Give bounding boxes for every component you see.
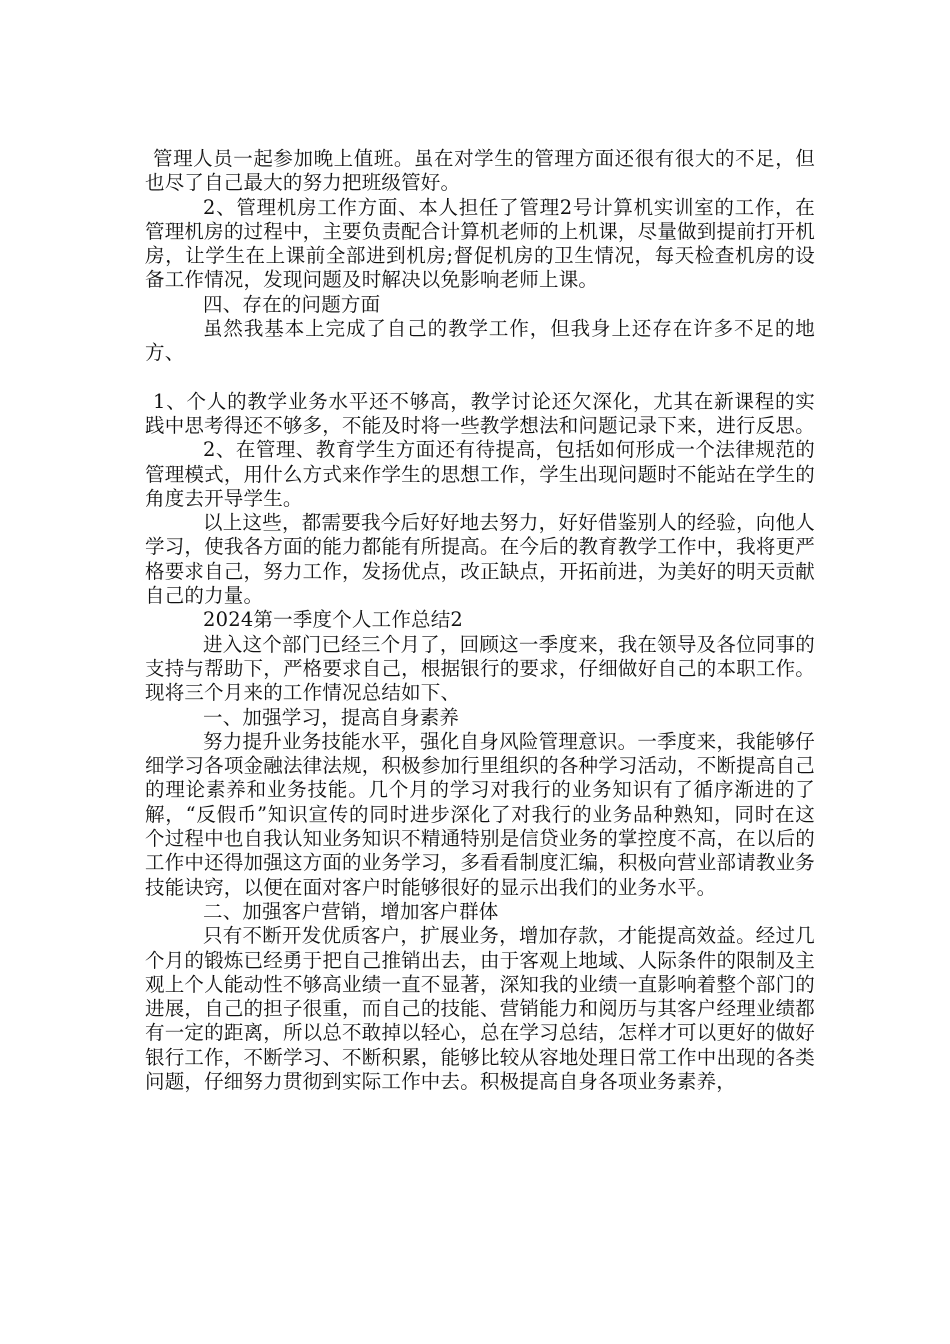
paragraph-5: 2、在管理、教育学生方面还有待提高，包括如何形成一个法律规范的管理模式，用什么方式来作学生的思想工作，学生出现问题时不能站在学生的角度去开导学生。 [145, 438, 815, 510]
paragraph-7: 进入这个部门已经三个月了，回顾这一季度来，我在领导及各位同事的支持与帮助下，严格要求自己，根据银行的要求，仔细做好自己的本职工作。现将三个月来的工作情况总结如下、 [145, 632, 815, 705]
paragraph-3: 虽然我基本上完成了自己的教学工作，但我身上还存在许多不足的地方、 [145, 317, 815, 365]
section-heading-study: 一、加强学习，提高自身素养 [203, 705, 460, 729]
document-body [145, 147, 815, 1094]
section-heading-marketing: 二、加强客户营销，增加客户群体 [203, 899, 499, 923]
paragraph-6: 以上这些，都需要我今后好好地去努力，好好借鉴别人的经验，向他人学习，使我各方面的能力都能有所提高。在今后的教育教学工作中，我将更严格要求自己，努力工作，发扬优点，改正缺点，开拓前进，为美好的明天贡献自己的力量。 [145, 511, 815, 608]
paragraph-8: 努力提升业务技能水平，强化自身风险管理意识。一季度来，我能够仔细学习各项金融法律法规，积极参加行里组织的各种学习活动，不断提高自己的理论素养和业务技能。几个月的学习对我行的业务知识有了循序渐进的了解，“反假币”知识宣传的同时进步深化了对我行的业务品种熟知，同时在这个过程中也自我认知业务知识不精通特别是信贷业务的掌控度不高，在以后的工作中还得加强这方面的业务学习，多看看制度汇编，积极向营业部请教业务技能诀窍，以便在面对客户时能够很好的显示出我们的业务水平。 [145, 729, 815, 899]
document-subtitle: 2024第一季度个人工作总结2 [203, 608, 464, 632]
blank-line [145, 366, 815, 390]
section-heading-problems: 四、存在的问题方面 [203, 292, 381, 316]
paragraph-9: 只有不断开发优质客户，扩展业务，增加存款，才能提高效益。经过几个月的锻炼已经勇于把自己推销出去，由于客观上地域、人际条件的限制及主观上个人能动性不够高业绩一直不显著，深知我的业绩一直影响着整个部门的进展，自己的担子很重，而自己的技能、营销能力和阅历与其客户经理业绩都有一定的距离，所以总不敢掉以轻心，总在学习总结，怎样才可以更好的做好银行工作，不断学习、不断积累，能够比较从容地处理日常工作中出现的各类问题，仔细努力贯彻到实际工作中去。积极提高自身各项业务素养， [145, 924, 815, 1093]
paragraph-2: 2、管理机房工作方面、本人担任了管理2号计算机实训室的工作，在管理机房的过程中，主要负责配合计算机老师的上机课，尽量做到提前打开机房，让学生在上课前全部进到机房;督促机房的卫生情况，每天检查机房的设备工作情况，发现问题及时解决以免影响老师上课。 [145, 195, 815, 292]
paragraph-4: 1、个人的教学业务水平还不够高，教学讨论还欠深化，尤其在新课程的实践中思考得还不够多，不能及时将一些教学想法和问题记录下来，进行反思。 [145, 389, 815, 437]
paragraph-1: 管理人员一起参加晚上值班。虽在对学生的管理方面还很有很大的不足，但也尽了自己最大的努力把班级管好。 [145, 147, 815, 195]
